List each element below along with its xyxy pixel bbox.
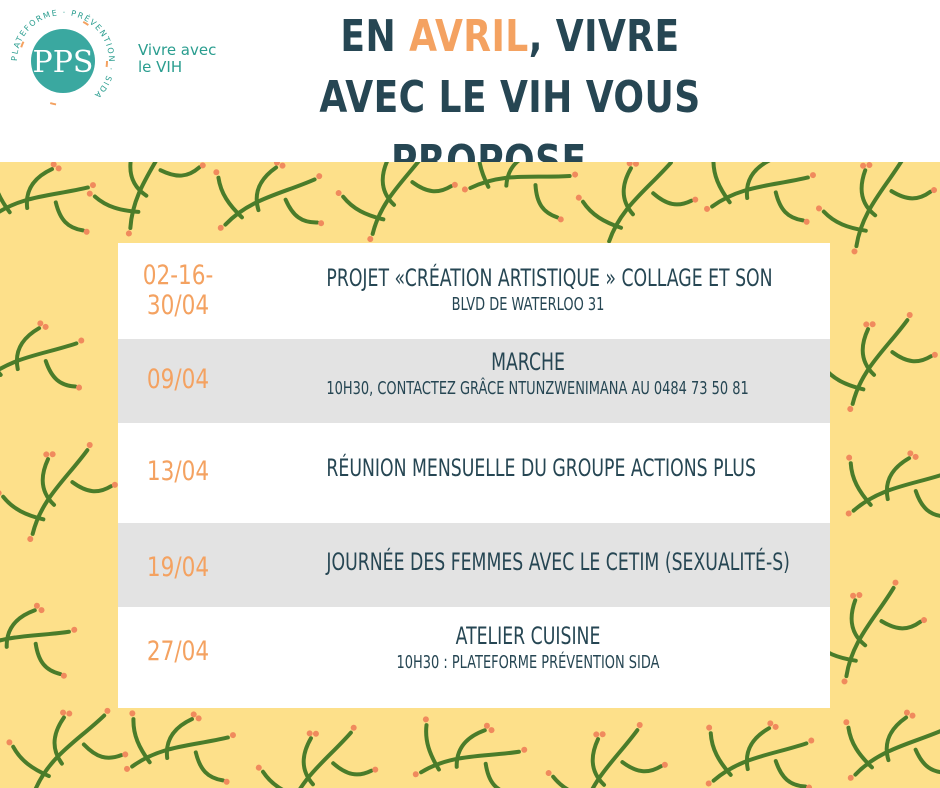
event-text: [248, 621, 808, 675]
logo-tagline-2: le VIH: [138, 58, 183, 76]
logo-text: PPS: [32, 45, 94, 80]
event-row: [118, 607, 830, 708]
event-title: MARCHE: [491, 348, 565, 376]
logo-tagline-1: Vivre avec: [138, 41, 217, 59]
event-text: [248, 263, 808, 317]
event-detail: BLVD DE WATERLOO 31: [451, 294, 605, 315]
event-detail: 10H30, CONTACTEZ GRÂCE NTUNZWENIMANA AU 0484 73 50 81: [326, 378, 749, 399]
logo-ring-text: PLATEFORME · PRÉVENTION · SIDA: [9, 7, 117, 101]
event-text: [248, 347, 808, 401]
event-row: [118, 523, 830, 607]
event-row: [118, 339, 830, 423]
event-date: 09/04: [146, 364, 210, 395]
event-detail: 10H30 : PLATEFORME PRÉVENTION SIDA: [396, 652, 660, 673]
event-date: 02-16- 30/04: [142, 260, 214, 321]
event-title: RÉUNION MENSUELLE DU GROUPE ACTIONS PLUS: [326, 454, 756, 482]
event-text: [248, 547, 808, 577]
title-accent: AVRIL: [409, 11, 529, 62]
title-line-2: AVEC LE VIH VOUS: [319, 72, 701, 123]
event-date: 13/04: [146, 456, 210, 487]
event-title: PROJET «CRÉATION ARTISTIQUE » COLLAGE ET SON: [326, 264, 773, 292]
pps-logo: [8, 6, 118, 116]
event-row: [118, 243, 830, 339]
header: [0, 0, 940, 162]
event-text: [248, 453, 808, 483]
event-row: [118, 423, 830, 523]
event-date: 19/04: [146, 552, 210, 583]
event-date: 27/04: [146, 636, 210, 667]
event-title: JOURNÉE DES FEMMES AVEC LE CETIM (SEXUALITÉ-S): [326, 548, 790, 576]
title-line-1: EN AVRIL, VIVRE: [340, 11, 680, 62]
events-table: [118, 243, 830, 708]
event-title: ATELIER CUISINE: [455, 622, 601, 650]
